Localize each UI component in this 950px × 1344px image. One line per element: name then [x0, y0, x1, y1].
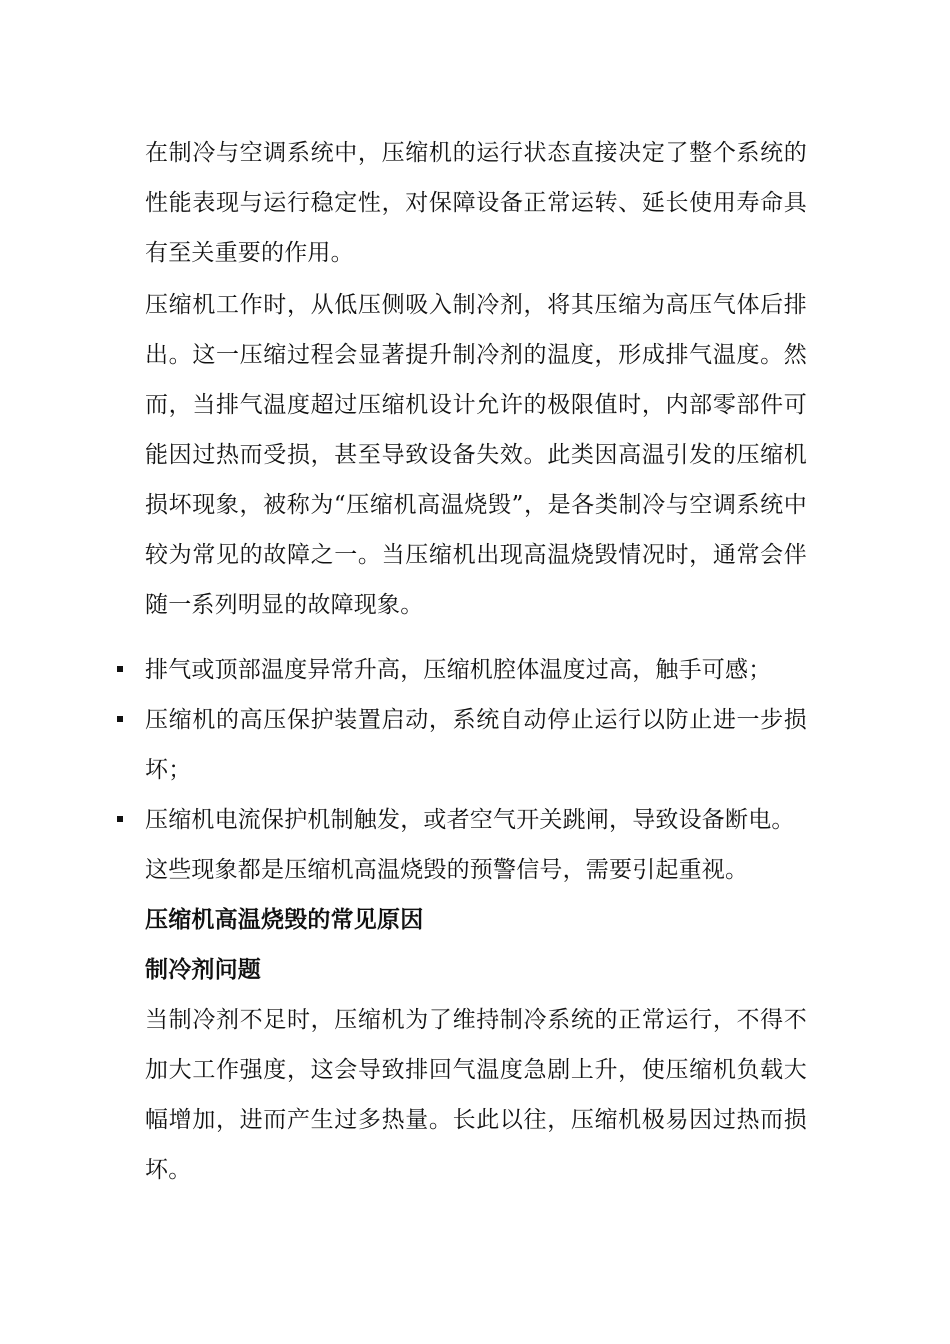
refrigerant-paragraph: 当制冷剂不足时，压缩机为了维持制冷系统的正常运行，不得不加大工作强度，这会导致排回气温度急剧上升，使压缩机负载大幅增加，进而产生过多热量。长此以往，压缩机极易因过热而损坏。	[145, 1007, 807, 1183]
document-body	[145, 128, 807, 1195]
square-bullet-icon	[117, 716, 123, 722]
list-item-text: 压缩机电流保护机制触发，或者空气开关跳闸，导致设备断电。	[145, 807, 795, 833]
mechanism-paragraph: 压缩机工作时，从低压侧吸入制冷剂，将其压缩为高压气体后排出。这一压缩过程会显著提升制冷剂的温度，形成排气温度。然而，当排气温度超过压缩机设计允许的极限值时，内部零部件可能因过热而受损，甚至导致设备失效。此类因高温引发的压缩机损坏现象，被称为“压缩机高温烧毁”，是各类制冷与空调系统中较为常见的故障之一。当压缩机出现高温烧毁情况时，通常会伴随一系列明显的故障现象。	[145, 292, 807, 618]
list-item	[145, 695, 807, 795]
subsection-heading: 制冷剂问题	[145, 956, 261, 983]
square-bullet-icon	[117, 666, 123, 672]
list-spacer	[145, 630, 807, 645]
list-item-text: 排气或顶部温度异常升高，压缩机腔体温度过高，触手可感；	[145, 657, 772, 683]
list-item-text: 压缩机的高压保护装置启动，系统自动停止运行以防止进一步损坏；	[145, 707, 807, 783]
list-item	[145, 795, 807, 845]
warning-paragraph: 这些现象都是压缩机高温烧毁的预警信号，需要引起重视。	[145, 857, 749, 883]
list-item	[145, 645, 807, 695]
square-bullet-icon	[117, 816, 123, 822]
symptom-list	[145, 645, 807, 845]
section-heading: 压缩机高温烧毁的常见原因	[145, 907, 424, 933]
intro-paragraph: 在制冷与空调系统中，压缩机的运行状态直接决定了整个系统的性能表现与运行稳定性，对保障设备正常运转、延长使用寿命具有至关重要的作用。	[145, 140, 807, 266]
